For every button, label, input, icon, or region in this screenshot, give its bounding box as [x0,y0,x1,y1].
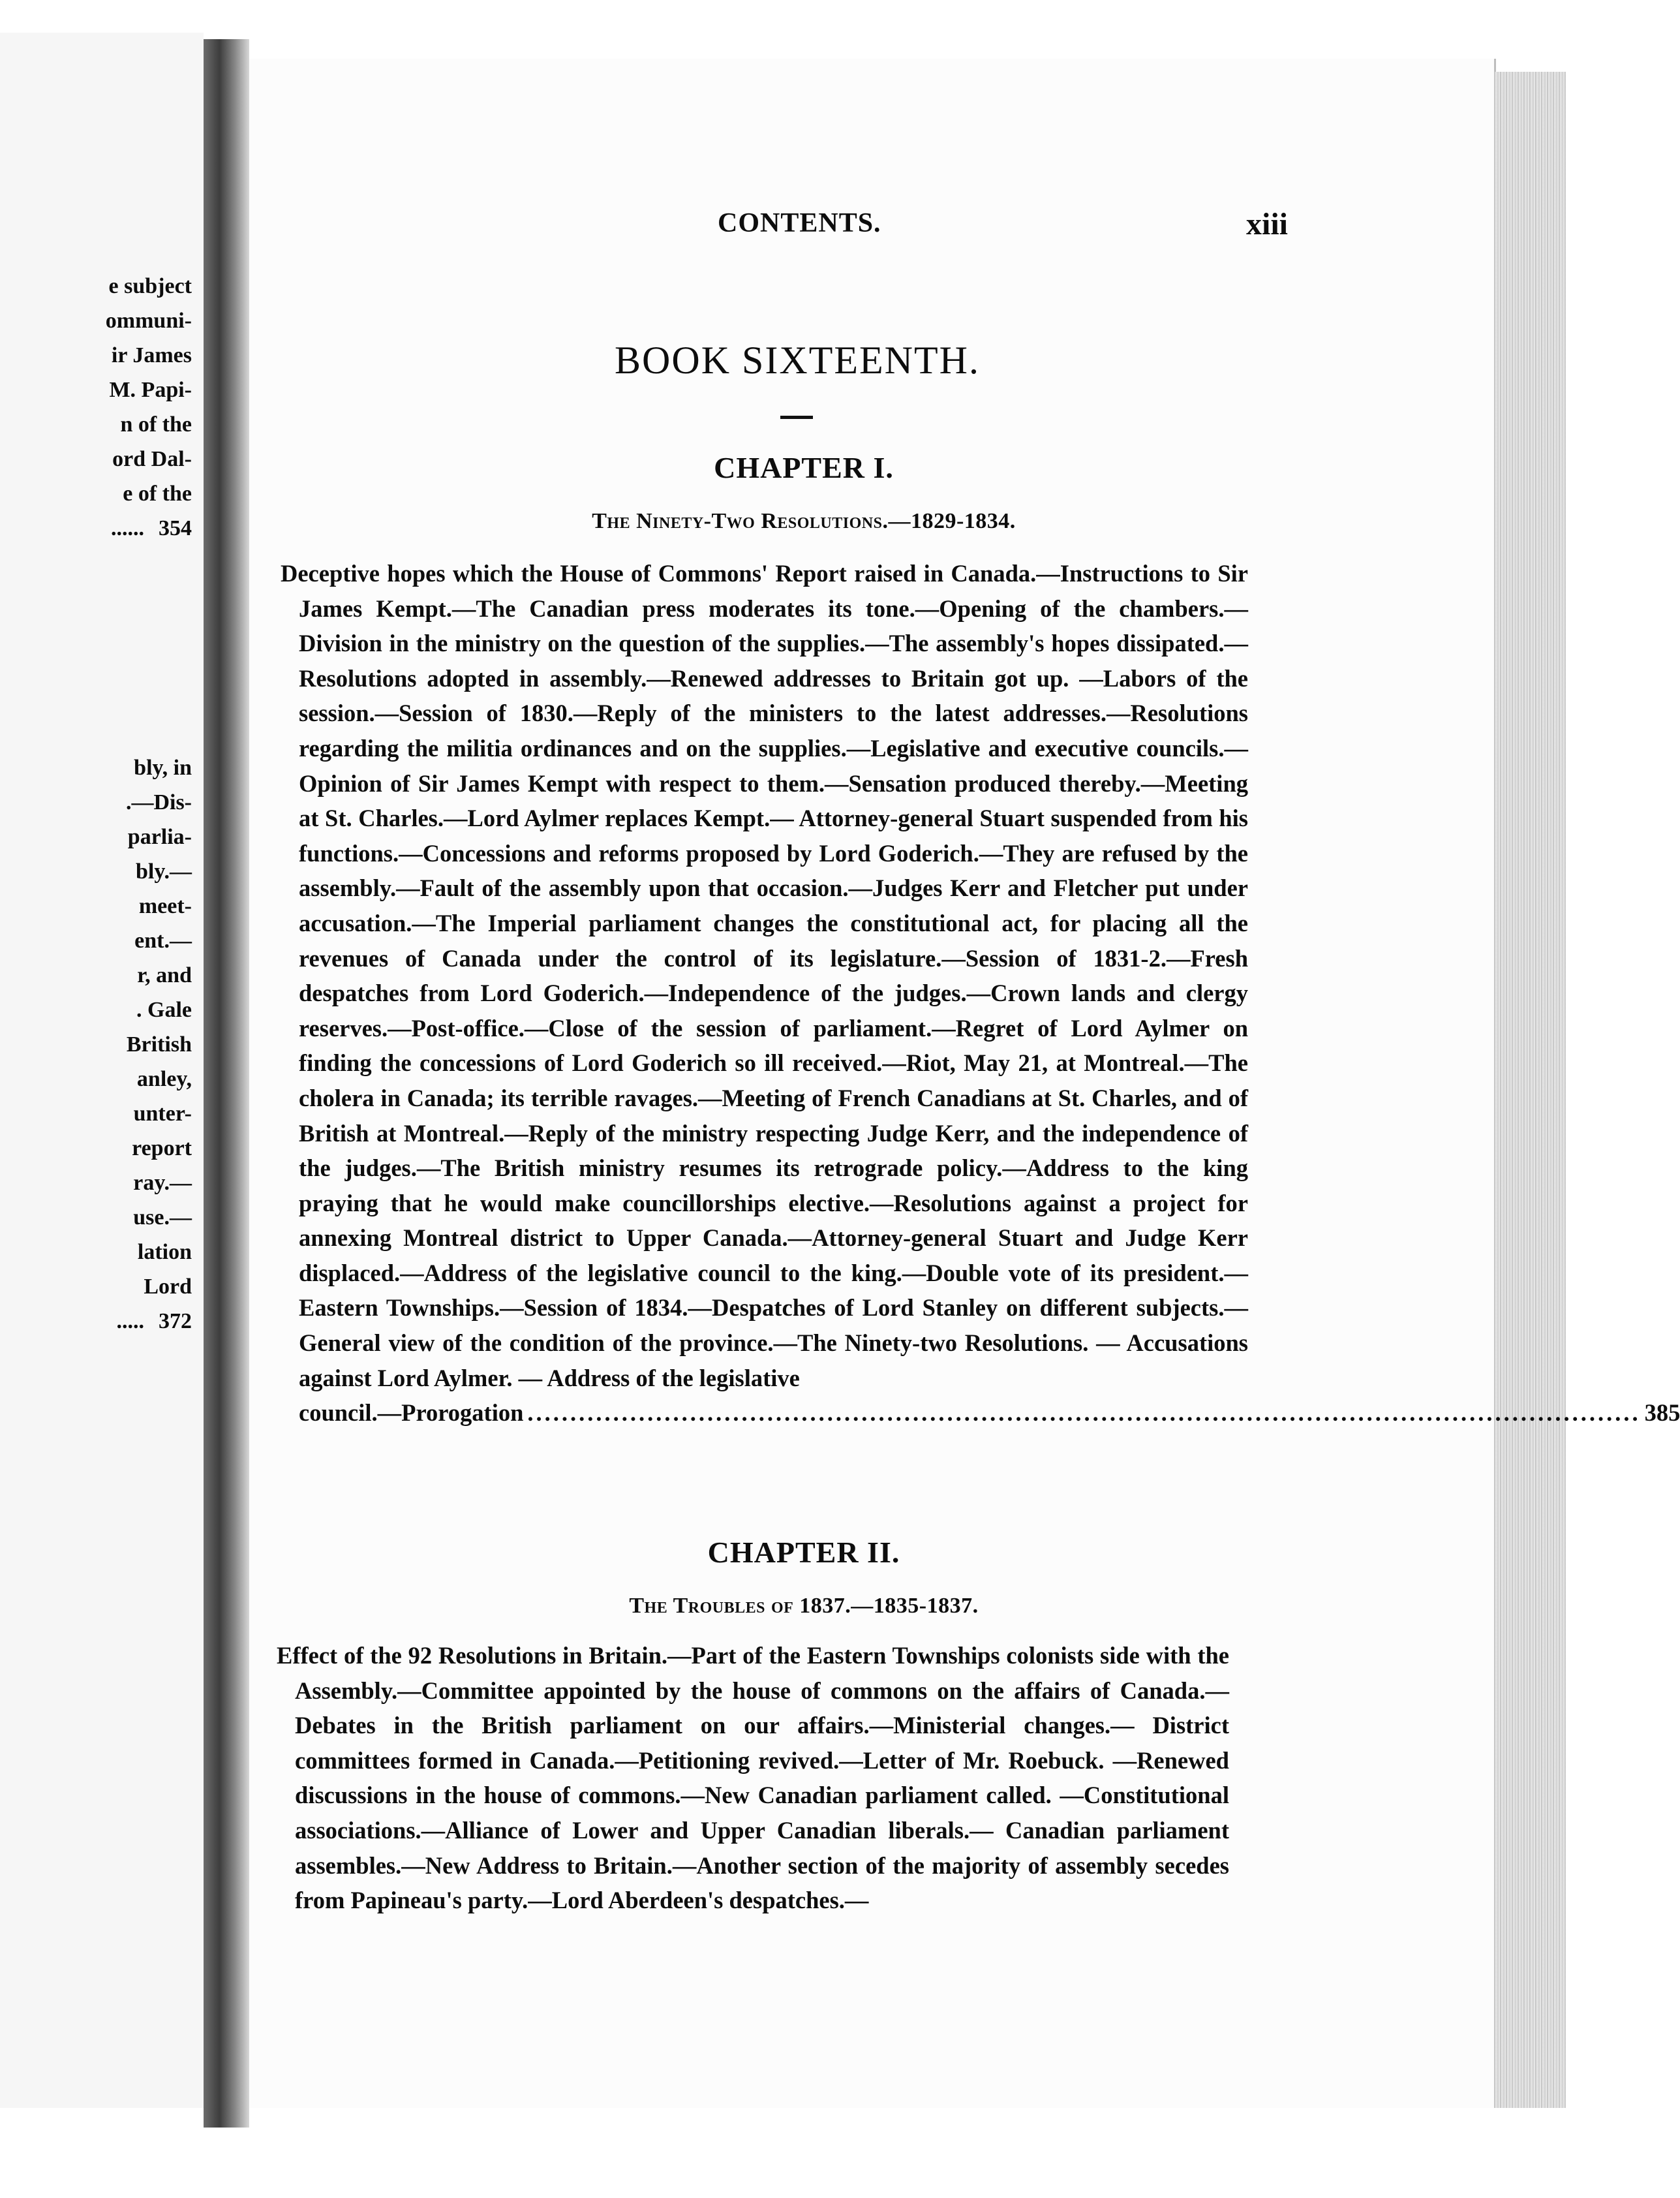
left-page-number: 372 [159,1309,192,1333]
left-line: e of the [123,482,192,506]
chapter-1-title: CHAPTER I. [714,451,894,484]
left-line: bly.— [136,859,192,884]
left-line: ord Dal- [112,447,192,471]
left-line: unter- [133,1102,192,1126]
left-line: e subject [108,274,192,298]
left-line: anley, [136,1067,192,1091]
left-line-toc [117,1309,192,1334]
left-line: . Gale [136,998,192,1022]
chapter-1-summary-end: council.—Prorogation [299,1399,524,1427]
chapter-2-summary [277,1638,1229,1918]
chapter-2-subtitle: The Troubles of 1837.—1835-1837. [629,1594,979,1618]
left-line: parlia- [127,825,192,849]
chapter-1-subtitle: The Ninety-Two Resolutions.—1829-1834. [592,509,1016,533]
left-line: report [132,1136,192,1160]
chapter-2-summary-text: Effect of the 92 Resolutions in Britain.—Part of the Eastern Townships colonists side with the Assembly.—Committee appointed by the house of commons on the affairs of Canada.—Debates in the British parliament on our affairs.—Ministerial changes.— District committees formed in Canada.—Petitioning revived.—Letter of Mr. Roebuck. —Renewed discussions in the house of commons.—New Canadian parliament called. —Constitutional associations.—Alliance of Lower and Upper Canadian liberals.— Canadian parliament assembles.—New Address to Britain.—Another section of the majority of assembly secedes from Papineau's party.—Lord Aberdeen's despatches.— [277,1642,1229,1914]
left-line: bly, in [134,756,192,780]
left-line: meet- [138,894,192,918]
title-rule [780,416,813,419]
running-head: CONTENTS. [718,208,881,238]
left-dots: ..... [116,1309,144,1333]
page-bottom [249,2108,1568,2198]
book-title: BOOK SIXTEENTH. [615,339,980,382]
left-line: use.— [133,1205,192,1230]
chapter-1-summary [281,556,1680,1431]
left-line: Lord [144,1275,192,1299]
chapter-1-summary-text: Deceptive hopes which the House of Commons' Report raised in Canada.—Instructions to Sir James Kempt.—The Canadian press moderates its tone.—Opening of the chambers.—Division in the ministry on the question of the supplies.—The assembly's hopes dissipated.—Resolutions adopted in assembly.—Renewed addresses to Britain got up. —Labors of the session.—Session of 1830.—Reply of the ministers to the latest addresses.—Resolutions regarding the militia ordinances and on the supplies.—Legislative and executive councils.—Opinion of Sir James Kempt with respect to them.—Sensation produced thereby.—Meeting at St. Charles.—Lord Aylmer replaces Kempt.— Attorney-general Stuart suspended from his functions.—Concessions and reforms proposed by Lord Goderich.—They are refused by the assembly.—Fault of the assembly upon that occasion.—Judges Kerr and Fletcher put under accusation.—The Imperial parliament changes the constitutional act, for placing all the revenues of Canada under the control of its legislature.—Session of 1831-2.—Fresh despatches from Lord Goderich.—Independence of the judges.—Crown lands and clergy reserves.—Post-office.—Close of the session of parliament.—Regret of Lord Aylmer on finding the concessions of Lord Goderich so ill received.—Riot, May 21, at Montreal.—The cholera in Canada; its terrible ravages.—Meeting of French Canadians at St. Charles, and of British at Montreal.—Reply of the ministry respecting Judge Kerr, and the independence of the judges.—The British ministry resumes its retrograde policy.—Address to the king praying that he would make councillorships elective.—Resolutions against a project for annexing Montreal district to Upper Canada.—Attorney-general Stuart and Judge Kerr displaced.—Address of the legislative council to the king.—Double vote of its president.—Eastern Townships.—Session of 1834.—Despatches of Lord Stanley on different subjects.—General view of the condition of the province.—The Ninety-two Resolutions. — Accusations against Lord Aylmer. — Address of the legislative [281,560,1248,1391]
left-line: M. Papi- [109,378,192,402]
left-line: ir James [111,343,192,367]
chapter-2-title: CHAPTER II. [707,1536,900,1569]
left-line: n of the [120,412,192,437]
left-line: British [126,1032,192,1057]
left-page-number: 354 [159,516,192,540]
left-line: ommuni- [105,309,192,333]
chapter-1-page-number: 385 [1644,1399,1680,1427]
left-line: ent.— [134,929,192,953]
left-line: r, and [137,963,192,987]
leader-dots: .................................................................................................................................. [527,1399,1641,1427]
left-dots: ...... [111,516,144,540]
chapter-1-toc-entry [299,1395,1680,1431]
left-line: .—Dis- [125,790,192,814]
page-number: xiii [1246,207,1289,241]
left-line: ray.— [133,1171,192,1195]
left-line: lation [137,1240,192,1264]
